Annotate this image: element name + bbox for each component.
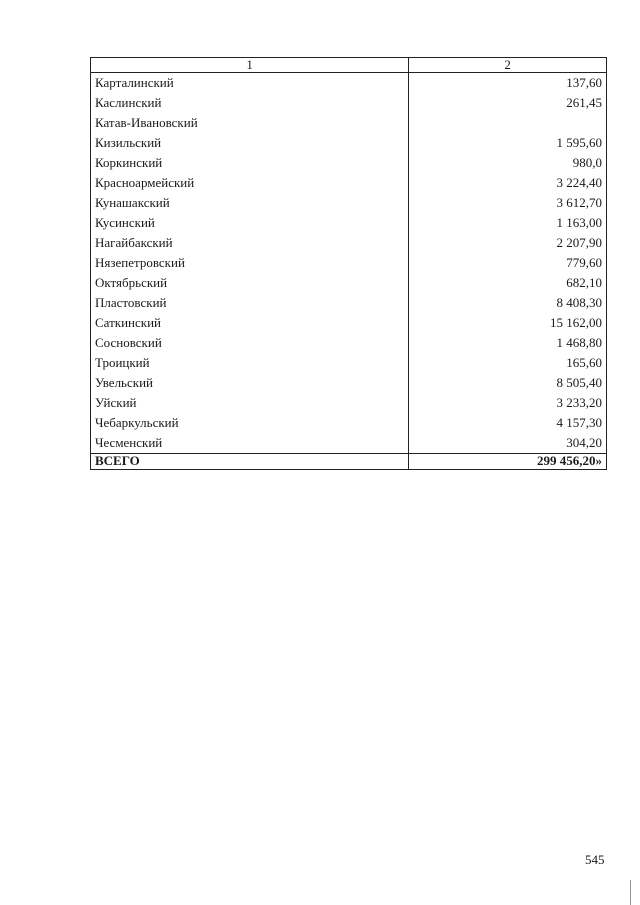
table-row — [91, 373, 607, 393]
district-name-cell: Сосновский — [91, 333, 409, 353]
table-row — [91, 133, 607, 153]
district-name-cell: Уйский — [91, 393, 409, 413]
amount-cell: 137,60 — [409, 73, 607, 94]
amount-cell: 1 595,60 — [409, 133, 607, 153]
header-col-2: 2 — [409, 58, 607, 73]
district-name-cell: Пластовский — [91, 293, 409, 313]
district-name-cell: Кизильский — [91, 133, 409, 153]
table-row — [91, 273, 607, 293]
amount-cell: 1 468,80 — [409, 333, 607, 353]
district-name-cell: Чесменский — [91, 433, 409, 454]
amount-cell: 3 233,20 — [409, 393, 607, 413]
table-row — [91, 73, 607, 94]
table-row — [91, 173, 607, 193]
table-row — [91, 393, 607, 413]
amount-cell: 304,20 — [409, 433, 607, 454]
header-row — [91, 58, 607, 73]
amount-cell: 8 408,30 — [409, 293, 607, 313]
table-row — [91, 93, 607, 113]
table-row — [91, 213, 607, 233]
district-name-cell: Троицкий — [91, 353, 409, 373]
amount-cell: 682,10 — [409, 273, 607, 293]
amount-cell: 3 224,40 — [409, 173, 607, 193]
district-name-cell: Нагайбакский — [91, 233, 409, 253]
table-header — [91, 58, 607, 73]
district-name-cell: Октябрьский — [91, 273, 409, 293]
amount-cell: 8 505,40 — [409, 373, 607, 393]
district-name-cell: Чебаркульский — [91, 413, 409, 433]
district-name-cell: Каслинский — [91, 93, 409, 113]
total-value: 299 456,20» — [409, 454, 607, 470]
amount-cell: 15 162,00 — [409, 313, 607, 333]
amount-cell: 4 157,30 — [409, 413, 607, 433]
district-name-cell: Коркинский — [91, 153, 409, 173]
page-number: 545 — [585, 852, 605, 867]
table-body — [91, 73, 607, 454]
amount-cell: 2 207,90 — [409, 233, 607, 253]
table-row — [91, 433, 607, 454]
total-row — [91, 454, 607, 470]
header-col-1: 1 — [91, 58, 409, 73]
amount-cell — [409, 113, 607, 133]
table-footer — [91, 454, 607, 470]
table-row — [91, 353, 607, 373]
table-row — [91, 413, 607, 433]
district-name-cell: Катав-Ивановский — [91, 113, 409, 133]
table-row — [91, 193, 607, 213]
district-name-cell: Карталинский — [91, 73, 409, 94]
amount-cell: 261,45 — [409, 93, 607, 113]
amount-cell: 1 163,00 — [409, 213, 607, 233]
total-label: ВСЕГО — [91, 454, 409, 470]
district-name-cell: Кунашакский — [91, 193, 409, 213]
table-row — [91, 253, 607, 273]
district-name-cell: Красноармейский — [91, 173, 409, 193]
table-row — [91, 313, 607, 333]
table-row — [91, 113, 607, 133]
table-row — [91, 293, 607, 313]
district-name-cell: Увельский — [91, 373, 409, 393]
table-row — [91, 233, 607, 253]
district-name-cell: Нязепетровский — [91, 253, 409, 273]
table-row — [91, 153, 607, 173]
amount-cell: 165,60 — [409, 353, 607, 373]
district-name-cell: Кусинский — [91, 213, 409, 233]
district-name-cell: Саткинский — [91, 313, 409, 333]
amount-cell: 779,60 — [409, 253, 607, 273]
allocation-table — [90, 57, 607, 470]
table-row — [91, 333, 607, 353]
scan-edge-mark — [630, 880, 631, 905]
amount-cell: 980,0 — [409, 153, 607, 173]
amount-cell: 3 612,70 — [409, 193, 607, 213]
